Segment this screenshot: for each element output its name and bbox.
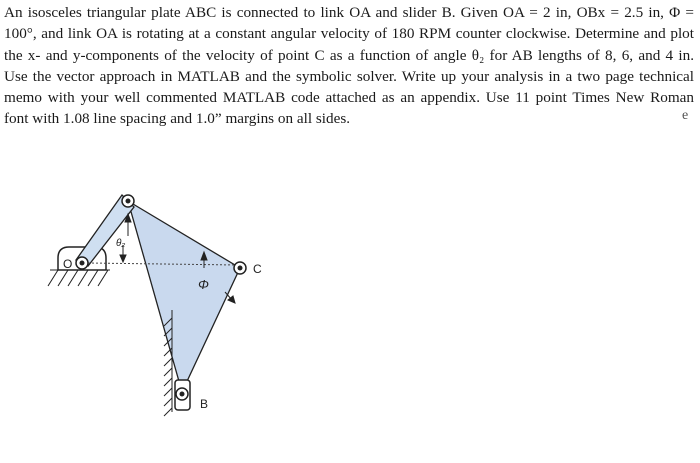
label-b: B xyxy=(200,397,209,411)
problem-line-1: An isosceles triangular plate ABC is connected to link OA and slider B. Given OA = 2 in, OBx = 2.5 in, Φ = xyxy=(4,4,694,21)
ground-hatch-o xyxy=(48,270,110,286)
problem-line-3: the x- and y-components of the velocity of point C as a function of angle θ₂ for AB lengths of 8, 6, and 4 in. xyxy=(4,46,694,64)
problem-line-5: memo with your well commented MATLAB code attached as an appendix. Use 11 point Times New Roman xyxy=(4,89,694,107)
problem-line-4: Use the vector approach in MATLAB and the symbolic solver. Write up your analysis in a two page technical xyxy=(4,67,694,85)
stray-mark: e xyxy=(682,108,689,123)
problem-line-6: font with 1.08 line spacing and 1.0” margins on all sides. xyxy=(4,110,351,128)
label-theta2: θ₂ xyxy=(116,238,126,249)
label-c: C xyxy=(253,262,262,276)
pin-o xyxy=(76,257,88,269)
label-phi: Φ xyxy=(198,277,209,292)
pin-b xyxy=(176,388,188,400)
pin-c xyxy=(234,262,246,274)
label-o: O xyxy=(63,257,73,271)
triangular-plate-abc xyxy=(128,201,240,392)
pin-a xyxy=(122,195,134,207)
problem-line-2: 100°, and link OA is rotating at a constant angular velocity of 180 RPM counter clockwise. Determine and plot xyxy=(4,25,694,43)
